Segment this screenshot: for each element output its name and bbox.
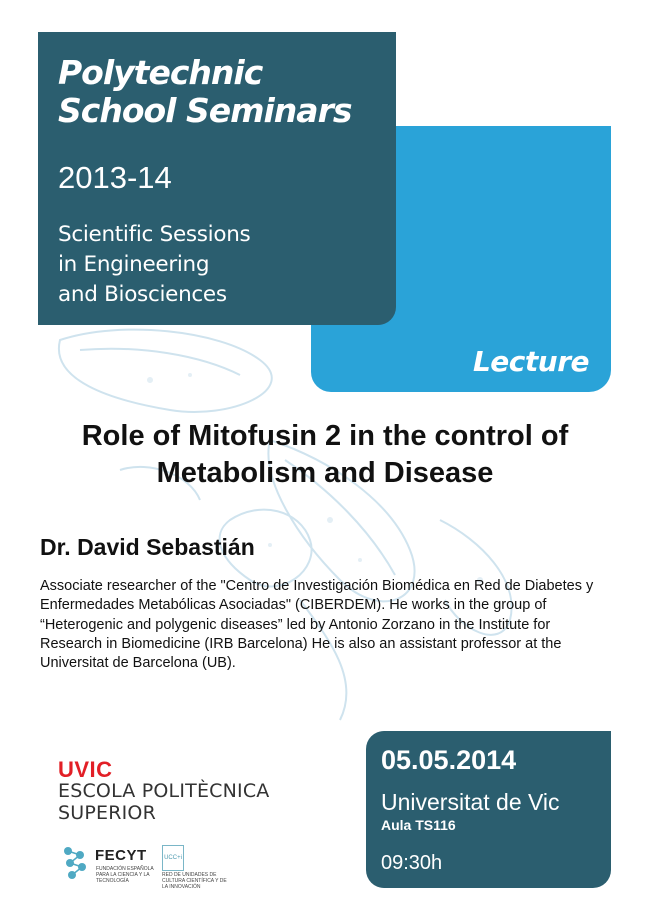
school-name	[58, 780, 270, 824]
subtitle-line1: Scientific Sessions	[58, 222, 251, 247]
talk-title-line2: Metabolism and Disease	[156, 457, 494, 489]
talk-title-line1: Role of Mitofusin 2 in the control of	[81, 420, 569, 452]
series-title	[58, 54, 352, 130]
subtitle-line3: and Biosciences	[58, 282, 227, 307]
event-time: 09:30h	[381, 852, 443, 874]
fecyt-name: FECYT	[95, 847, 147, 864]
fecyt-logo	[62, 845, 227, 890]
school-name-line2: SUPERIOR	[58, 802, 156, 824]
header-panel	[38, 32, 396, 325]
lecture-badge: Lecture	[472, 345, 589, 378]
season-year: 2013-14	[58, 160, 172, 195]
speaker-name: Dr. David Sebastián	[40, 534, 255, 560]
series-title-line1: Polytechnic	[58, 53, 263, 92]
uvic-logo: UVIC	[58, 757, 113, 782]
speaker-bio: Associate researcher of the "Centro de Investigación Biomédica en Red de Diabetes y Enfermedades Metabólicas Asociadas" (CIBERDEM). He works in the group of “Heterogenic and polygenic diseases” led by Antonio Zorzano in the Institute for Research in Biomedicine (IRB Barcelona) He is also an assistant professor at the Universitat de Barcelona (UB).	[40, 578, 594, 672]
series-title-line2: School Seminars	[58, 91, 352, 130]
event-venue: Universitat de Vic	[381, 789, 560, 815]
fecyt-description: FUNDACIÓN ESPAÑOLA PARA LA CIENCIA Y LA TECNOLOGÍA	[96, 866, 154, 884]
ucc-description: RED DE UNIDADES DE CULTURA CIENTÍFICA Y DE LA INNOVACIÓN	[162, 872, 227, 890]
event-info-panel	[366, 731, 611, 888]
fecyt-molecule-icon	[62, 845, 90, 881]
event-room: Aula TS116	[381, 817, 456, 833]
subtitle-line2: in Engineering	[58, 252, 210, 277]
talk-title	[0, 418, 650, 492]
ucc-logo: UCC+i	[162, 845, 184, 871]
series-subtitle	[58, 220, 250, 310]
school-name-line1: ESCOLA POLITÈCNICA	[58, 780, 270, 802]
event-date: 05.05.2014	[381, 745, 517, 775]
